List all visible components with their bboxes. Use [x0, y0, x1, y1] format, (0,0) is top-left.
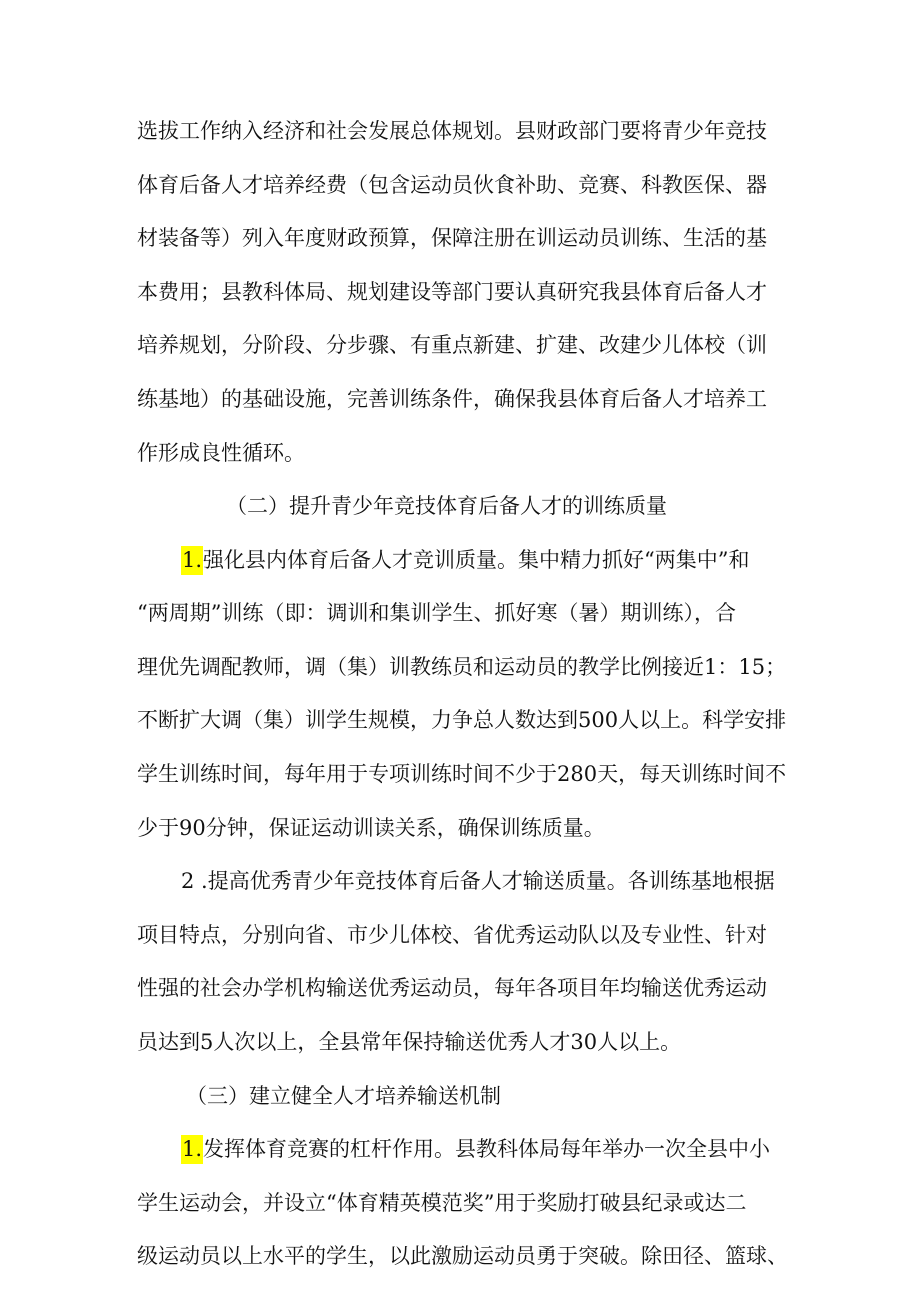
paragraph-line: 体育后备人才培养经费（包含运动员伙食补助、竞赛、科教医保、器 [137, 173, 767, 197]
paragraph-text: 发挥体育竞赛的杠杆作用。县教科体局每年举办一次全县中小 [203, 1137, 771, 1161]
numbered-paragraph-line [181, 1135, 770, 1164]
item-number-highlight: 1. [181, 1135, 203, 1164]
paragraph-line: 学生训练时间，每年用于专项训练时间不少于280天，每天训练时间不 [137, 762, 787, 786]
paragraph-line: 员达到5人次以上，全县常年保持输送优秀人才30人以上。 [137, 1030, 682, 1054]
section-heading-3: （三）建立健全人才培养输送机制 [186, 1084, 501, 1108]
paragraph-line: 培养规划，分阶段、分步骤、有重点新建、扩建、改建少儿体校（训 [137, 333, 767, 357]
item-number-highlight: 1. [181, 546, 203, 575]
paragraph-line: 理优先调配教师，调（集）训教练员和运动员的教学比例接近1：15； [137, 655, 787, 679]
paragraph-line: 练基地）的基础设施，完善训练条件，确保我县体育后备人才培养工 [137, 387, 767, 411]
paragraph-line: 材装备等）列入年度财政预算，保障注册在训运动员训练、生活的基 [137, 226, 767, 250]
section-heading-2: （二）提升青少年竞技体育后备人才的训练质量 [226, 494, 667, 518]
paragraph-line: 不断扩大调（集）训学生规模，力争总人数达到500人以上。科学安排 [137, 708, 787, 732]
numbered-paragraph-line [181, 546, 750, 575]
paragraph-line: 学生运动会，并设立“体育精英模范奖”用于奖励打破县纪录或达二 [137, 1191, 747, 1215]
paragraph-line: 性强的社会办学机构输送优秀运动员，每年各项目年均输送优秀运动 [137, 976, 767, 1000]
paragraph-line: 少于90分钟，保证运动训读关系，确保训练质量。 [137, 816, 605, 840]
paragraph-line: 级运动员以上水平的学生，以此激励运动员勇于突破。除田径、篮球、 [137, 1244, 788, 1268]
paragraph-line: 选拔工作纳入经济和社会发展总体规划。县财政部门要将青少年竞技 [137, 119, 767, 143]
paragraph-line: 作形成良性循环。 [137, 441, 305, 465]
paragraph-line: 项目特点，分别向省、市少儿体校、省优秀运动队以及专业性、针对 [137, 923, 767, 947]
paragraph-text: 强化县内体育后备人才竞训质量。集中精力抓好“两集中”和 [203, 548, 750, 572]
paragraph-line: “两周期”训练（即：调训和集训学生、抓好寒（暑）期训练），合 [137, 601, 736, 625]
numbered-paragraph-line: 2 .提高优秀青少年竞技体育后备人才输送质量。各训练基地根据 [181, 869, 775, 893]
paragraph-line: 本费用；县教科体局、规划建设等部门要认真研究我县体育后备人才 [137, 280, 767, 304]
